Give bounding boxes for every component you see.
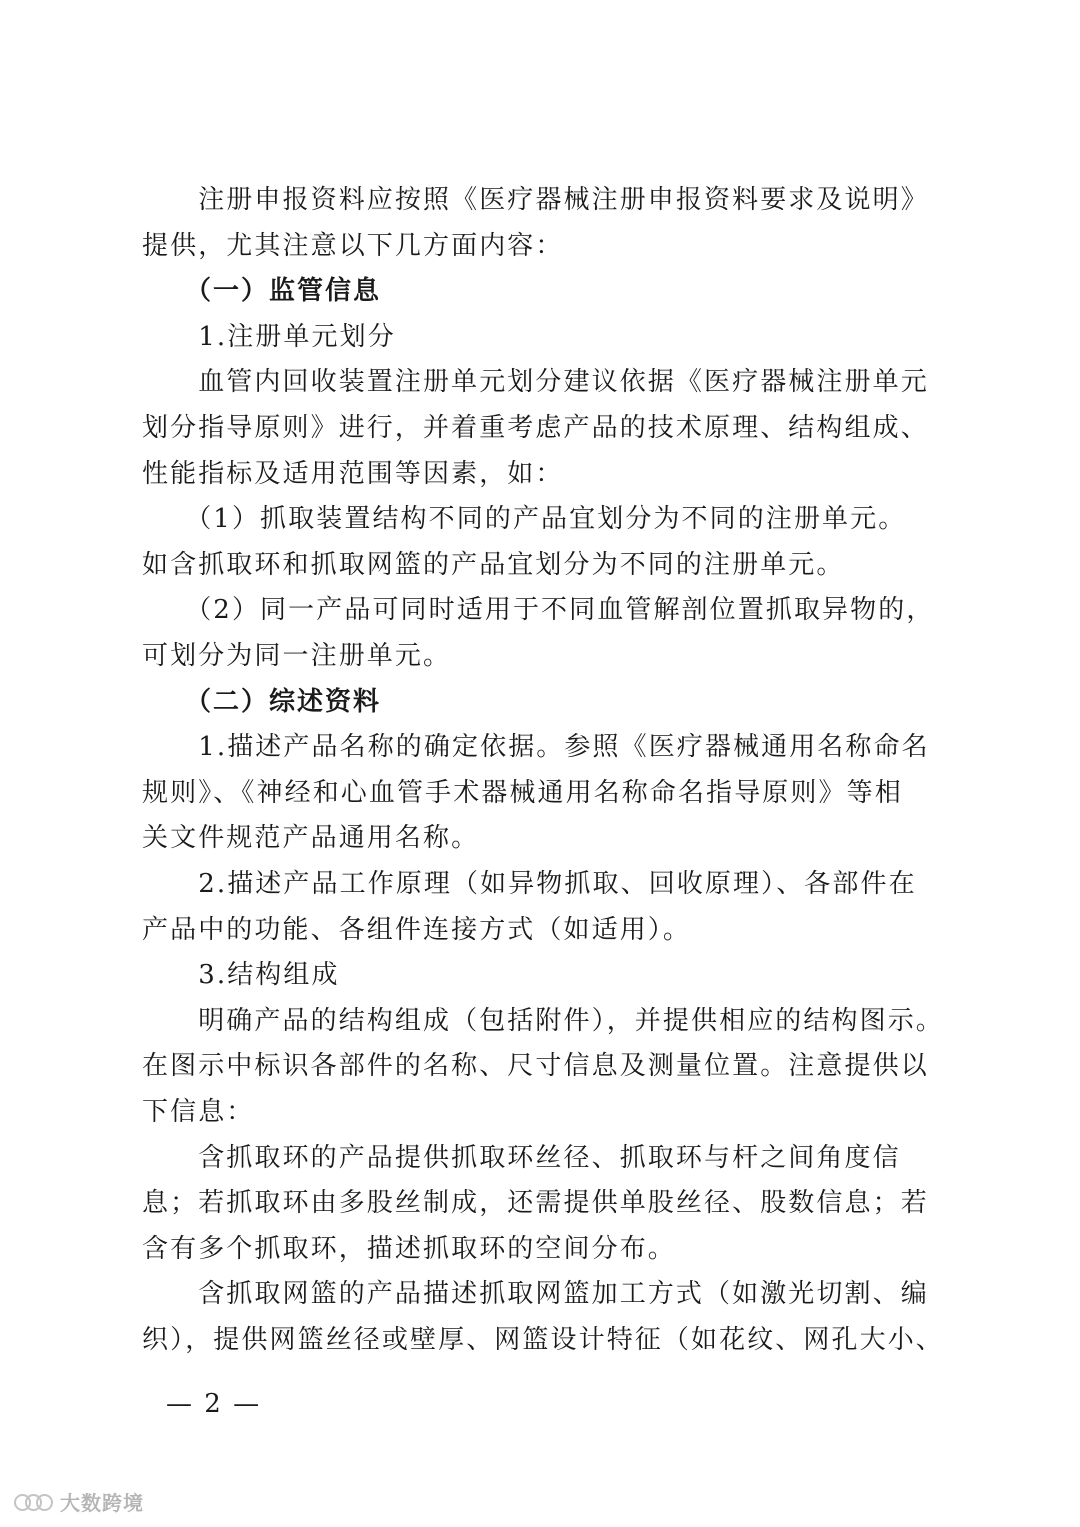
paragraph-line: 如含抓取环和抓取网篮的产品宜划分为不同的注册单元。 [142, 549, 845, 580]
paragraph-line: （2）同一产品可同时适用于不同血管解剖位置抓取异物的， [142, 595, 935, 626]
paragraph-line: 产品中的功能、各组件连接方式（如适用）。 [142, 914, 692, 945]
paragraph-line: 织），提供网篮丝径或壁厚、网篮设计特征（如花纹、网孔大小、 [142, 1325, 944, 1355]
paragraph-line: 2.描述产品工作原理（如异物抓取、回收原理）、各部件在 [142, 869, 917, 899]
watermark [14, 1488, 144, 1514]
paragraph-line: 性能指标及适用范围等因素，如： [142, 458, 564, 489]
page-number: — 2 — [166, 1389, 262, 1419]
paragraph-line: 注册申报资料应按照《医疗器械注册申报资料要求及说明》 [142, 185, 929, 215]
paragraph-line: 1.描述产品名称的确定依据。参照《医疗器械通用名称命名 [142, 732, 930, 763]
paragraph-line: 规则》、《神经和心血管手术器械通用名称命名指导原则》等相 [142, 777, 903, 808]
paragraph-line: 含抓取网篮的产品描述抓取网篮加工方式（如激光切割、编 [142, 1279, 929, 1310]
paragraph-line: 提供，尤其注意以下几方面内容： [142, 230, 564, 261]
paragraph-line: 划分指导原则》进行，并着重考虑产品的技术原理、结构组成、 [142, 413, 929, 443]
paragraph-line: 关文件规范产品通用名称。 [142, 823, 480, 854]
paragraph-line: 下信息： [142, 1097, 255, 1127]
paragraph-line: 3.结构组成 [142, 960, 340, 991]
paragraph-line: 息；若抓取环由多股丝制成，还需提供单股丝径、股数信息；若 [142, 1188, 929, 1219]
section-heading: （二）综述资料 [142, 686, 382, 717]
section-heading: （一）监管信息 [142, 276, 382, 307]
paragraph-line: 含有多个抓取环，描述抓取环的空间分布。 [142, 1233, 676, 1264]
paragraph-line: 在图示中标识各部件的名称、尺寸信息及测量位置。注意提供以 [142, 1051, 929, 1082]
paragraph-line: 明确产品的结构组成（包括附件），并提供相应的结构图示。 [142, 1005, 944, 1036]
watermark-text: 大数跨境 [60, 1490, 144, 1515]
paragraph-line: （1）抓取装置结构不同的产品宜划分为不同的注册单元。 [142, 504, 907, 535]
paragraph-line: 血管内回收装置注册单元划分建议依据《医疗器械注册单元 [142, 367, 929, 398]
paragraph-line: 可划分为同一注册单元。 [142, 641, 452, 671]
watermark-logo-icon [14, 1490, 54, 1512]
paragraph-line: 含抓取环的产品提供抓取环丝径、抓取环与杆之间角度信 [142, 1142, 901, 1173]
paragraph-line: 1.注册单元划分 [142, 321, 396, 352]
